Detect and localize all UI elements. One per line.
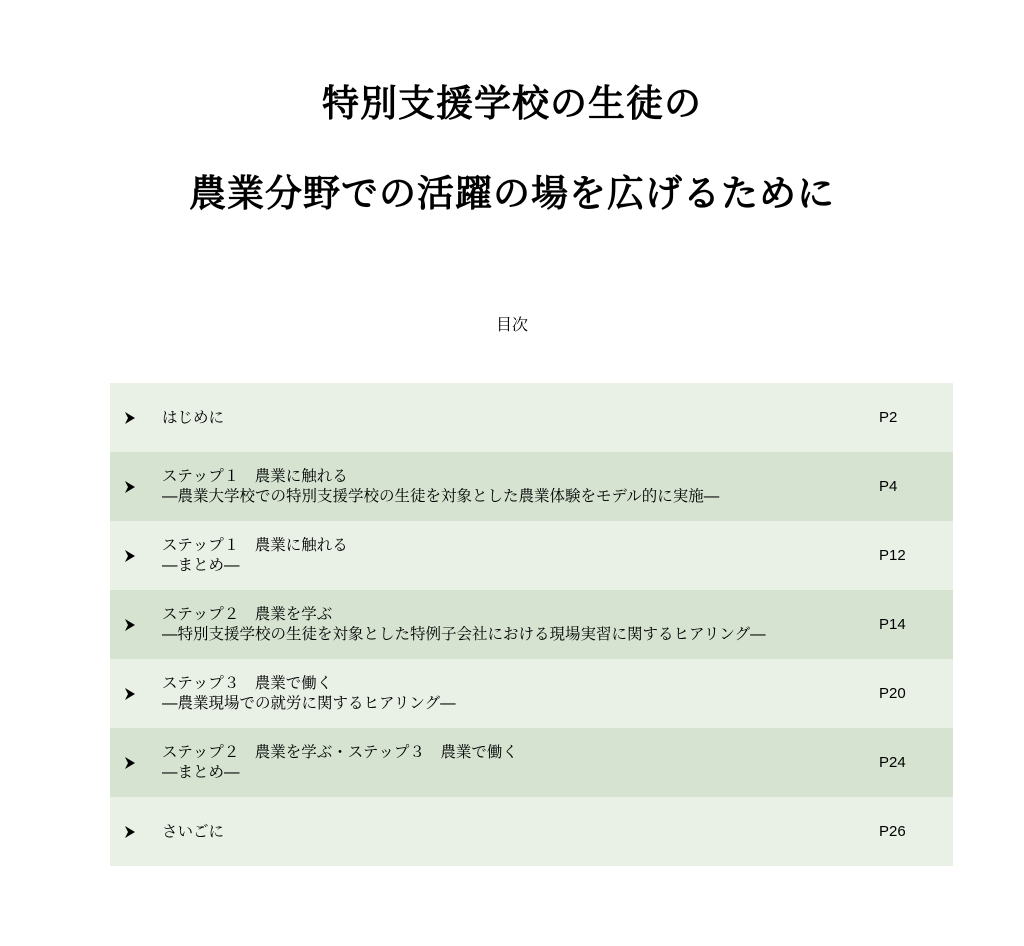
toc-row-step2-step3-summary[interactable] — [110, 728, 953, 797]
toc-entry-title: ステップ２ 農業を学ぶ・ステップ３ 農業で働く — [162, 742, 518, 761]
toc-entry-title: ステップ２ 農業を学ぶ — [162, 604, 333, 623]
toc-entry-title: ステップ３ 農業で働く — [162, 673, 333, 692]
toc-entry-title: ステップ１ 農業に触れる — [162, 535, 348, 554]
toc-table — [110, 383, 953, 866]
toc-page-number: P24 — [879, 753, 906, 771]
toc-entry-subtitle: ―農業大学校での特別支援学校の生徒を対象とした農業体験をモデル的に実施― — [162, 487, 720, 506]
toc-row-closing[interactable] — [110, 797, 953, 866]
arrow-bullet-icon — [124, 480, 136, 494]
toc-entry-title: はじめに — [162, 408, 225, 427]
arrow-bullet-icon — [124, 549, 136, 563]
toc-entry-text — [162, 673, 852, 715]
toc-row-step1-experience[interactable] — [110, 452, 953, 521]
page-title-line-2: 農業分野での活躍の場を広げるために — [189, 172, 835, 215]
toc-entry-subtitle: ―まとめ― — [162, 556, 240, 575]
page-title-line-1: 特別支援学校の生徒の — [322, 82, 702, 125]
toc-entry-text — [162, 407, 852, 428]
toc-row-introduction[interactable] — [110, 383, 953, 452]
toc-entry-subtitle: ―特別支援学校の生徒を対象とした特例子会社における現場実習に関するヒアリング― — [162, 625, 766, 644]
toc-entry-text — [162, 821, 852, 842]
toc-heading: 目次 — [495, 315, 528, 334]
toc-page-number: P20 — [879, 684, 906, 702]
toc-entry-title: さいごに — [162, 822, 225, 841]
toc-entry-text — [162, 742, 852, 784]
toc-row-step3-working[interactable] — [110, 659, 953, 728]
toc-entry-subtitle: ―まとめ― — [162, 763, 240, 782]
toc-page-number: P4 — [879, 477, 898, 495]
toc-row-step2-learning[interactable] — [110, 590, 953, 659]
toc-entry-text — [162, 466, 852, 508]
toc-entry-text — [162, 604, 852, 646]
arrow-bullet-icon — [124, 825, 136, 839]
toc-row-step1-summary[interactable] — [110, 521, 953, 590]
toc-page-number: P26 — [879, 822, 906, 840]
arrow-bullet-icon — [124, 618, 136, 632]
toc-page-number: P12 — [879, 546, 906, 564]
toc-entry-title: ステップ１ 農業に触れる — [162, 466, 348, 485]
toc-entry-subtitle: ―農業現場での就労に関するヒアリング― — [162, 694, 456, 713]
toc-page-number: P14 — [879, 615, 906, 633]
toc-entry-text — [162, 535, 852, 577]
arrow-bullet-icon — [124, 756, 136, 770]
toc-page-number: P2 — [879, 408, 898, 426]
arrow-bullet-icon — [124, 411, 136, 425]
arrow-bullet-icon — [124, 687, 136, 701]
